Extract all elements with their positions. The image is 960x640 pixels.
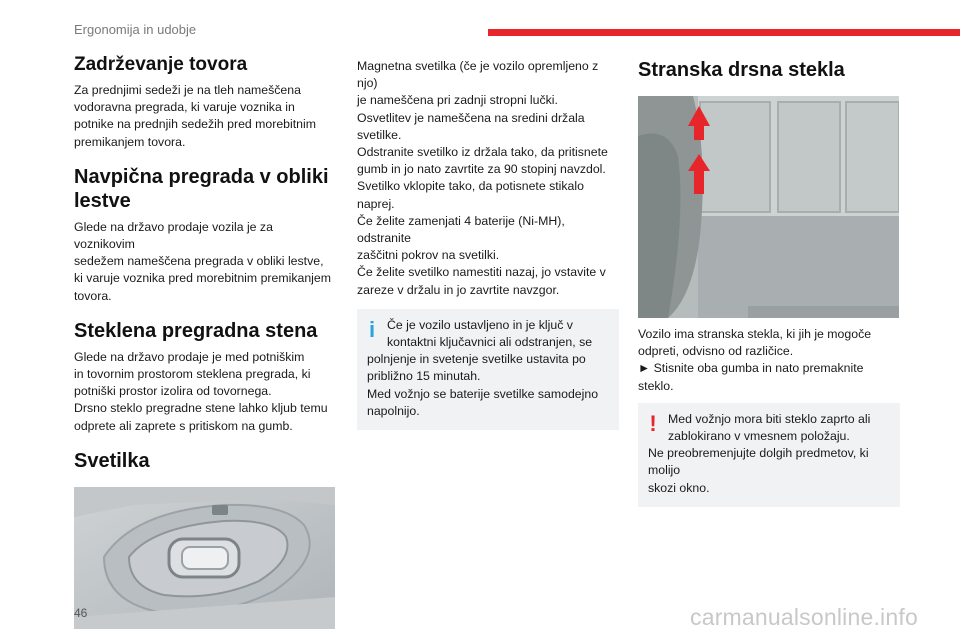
warning-note-rest: Ne preobremenjujte dolgih predmetov, ki molijo skozi okno.: [648, 446, 869, 495]
text-lamp-instructions: Magnetna svetilka (če je vozilo opremljeno z njo) je nameščena pri zadnji stropni lučki. Osvetlitev je nameščena na sredini držala svetilke. Odstranite svetilko iz držala tako, da pritisnete gumb in jo nato zavrtite za 90 stopinj navzdol. Svetilko vklopite tako, da potisnete stikalo naprej. Če želite zamenjati 4 baterije (Ni-MH), odstranite zaščitni pokrov na svetilki. Če želite svetilko namestiti nazaj, jo vstavite v zareze v držalu in jo zavrtite navzgor.: [357, 59, 608, 297]
side-window-image: [638, 96, 899, 318]
column-middle: [357, 58, 619, 430]
lamp-image: [74, 487, 335, 629]
text-cargo-retention: Za prednjimi sedeži je na tleh nameščena vodoravna pregrada, ki varuje voznika in potnike na prednjih sedežih pred morebitnim premikanjem tovora.: [74, 83, 316, 149]
text-ladder-partition: Glede na državo prodaje vozila je za voznikovim sedežem nameščena pregrada v obliki lestve, ki varuje voznika pred morebitnim premikanjem tovora.: [74, 219, 331, 303]
page-number: 46: [74, 606, 88, 620]
column-right: [638, 54, 900, 507]
info-icon: i: [368, 316, 376, 342]
info-note-rest: polnjenje in svetenje svetilke ustavita po približno 15 minutah. Med vožnjo se baterije svetilke samodejno napolnijo.: [367, 352, 599, 418]
column-left: [74, 54, 336, 629]
heading-glass-partition: Steklena pregradna stena: [74, 319, 318, 342]
text-glass-partition: Glede na državo prodaje je med potniškim in tovornim prostorom steklena pregrada, ki potniški prostor izolira od tovornega. Drsno steklo pregradne stene lahko kljub temu odprete ali zaprete s pritiskom na gumb.: [74, 349, 328, 433]
heading-cargo-retention: Zadrževanje tovora: [74, 54, 248, 75]
warning-icon: !: [649, 410, 657, 436]
watermark: carmanualsonline.info: [690, 604, 918, 630]
text-side-windows: Vozilo ima stranska stekla, ki jih je mogoče odpreti, odvisno od različice. ► Stisnite oba gumba in nato premaknite steklo.: [638, 327, 872, 393]
info-note: [357, 309, 619, 430]
header-section-title: Ergonomija in udobje: [74, 22, 197, 37]
heading-side-windows: Stranska drsna stekla: [638, 59, 845, 81]
warning-note: [638, 403, 900, 507]
heading-lamp: Svetilka: [74, 449, 150, 472]
warning-note-first: Med vožnjo mora biti steklo zaprto ali zablokirano v vmesnem položaju.: [668, 411, 871, 444]
info-note-first: Če je vozilo ustavljeno in je ključ v kontaktni ključavnici ali odstranjen, se: [387, 317, 593, 350]
header-accent-bar: [488, 29, 960, 36]
heading-ladder-partition: Navpična pregrada v obliki lestve: [74, 165, 329, 212]
